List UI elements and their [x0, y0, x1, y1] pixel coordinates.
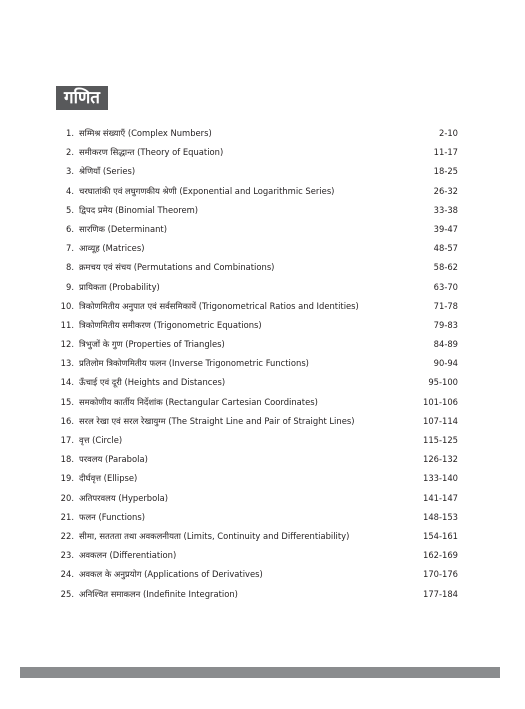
toc-row: [58, 278, 458, 297]
chapter-title: त्रिकोणमितीय समीकरण (Trigonometric Equations): [79, 319, 262, 330]
chapter-number: 24.: [60, 569, 74, 580]
chapter-title: ऊँचाई एवं दूरी (Heights and Distances): [79, 377, 226, 388]
chapter-number: 5.: [66, 204, 74, 215]
toc-row: [58, 335, 458, 354]
chapter-title: फलन (Functions): [79, 511, 145, 522]
page-range: 2-10: [438, 128, 458, 138]
page-range: 162-169: [423, 550, 458, 561]
page-range: 141-147: [423, 492, 458, 503]
toc-row: [58, 239, 458, 258]
page-range: 115-125: [423, 435, 458, 445]
chapter-number: 21.: [60, 511, 74, 522]
page-range: 95-100: [428, 377, 458, 388]
chapter-title: वृत्त (Circle): [79, 435, 123, 445]
page-range: 71-78: [433, 300, 458, 311]
page-range: 148-153: [423, 511, 458, 522]
chapter-title: दीर्घवृत्त (Ellipse): [79, 473, 138, 484]
toc-row: [58, 431, 458, 450]
page-range: 133-140: [423, 473, 458, 484]
chapter-number: 11.: [60, 319, 74, 330]
page-range: 48-57: [433, 243, 458, 254]
toc-row: [58, 354, 458, 373]
page-range: 177-184: [423, 588, 458, 599]
chapter-number: 23.: [60, 550, 74, 561]
toc-row: [58, 565, 458, 584]
toc-row: [58, 258, 458, 277]
chapter-title: आव्यूह (Matrices): [79, 243, 145, 254]
page-range: 90-94: [433, 358, 458, 369]
chapter-title: अनिश्चित समाकलन (Indefinite Integration): [79, 588, 238, 599]
chapter-number: 13.: [60, 358, 74, 369]
chapter-title: अवकलन (Differentiation): [79, 550, 177, 561]
chapter-number: 9.: [66, 281, 74, 292]
chapter-number: 10.: [60, 300, 74, 311]
chapter-title: त्रिभुजों के गुण (Properties of Triangles): [79, 339, 225, 350]
chapter-title: प्रायिकता (Probability): [79, 281, 160, 292]
page-range: 18-25: [433, 166, 458, 177]
chapter-number: 16.: [60, 415, 74, 426]
toc-row: [58, 316, 458, 335]
chapter-title: अवकल के अनुप्रयोग (Applications of Derivatives): [79, 569, 263, 580]
toc-row: [58, 546, 458, 565]
footer-bar: [20, 667, 500, 678]
toc-row: [58, 201, 458, 220]
chapter-title: चरघातांकी एवं लघुगणकीय श्रेणी (Exponential and Logarithmic Series): [79, 185, 335, 196]
chapter-number: 8.: [66, 262, 74, 273]
chapter-title: प्रतिलोम त्रिकोणमितीय फलन (Inverse Trigonometric Functions): [79, 358, 309, 369]
page-range: 84-89: [433, 339, 458, 350]
chapter-title: सारणिक (Determinant): [79, 223, 167, 234]
chapter-title: क्रमचय एवं संचय (Permutations and Combinations): [79, 262, 275, 273]
chapter-title: समीकरण सिद्धान्त (Theory of Equation): [79, 147, 224, 158]
chapter-number: 22.: [60, 530, 74, 541]
chapter-title: त्रिकोणमितीय अनुपात एवं सर्वसमिकायें (Trigonometrical Ratios and Identities): [79, 300, 359, 311]
page-range: 63-70: [433, 281, 458, 292]
chapter-number: 4.: [66, 185, 74, 196]
page-range: 33-38: [433, 204, 458, 215]
page-range: 101-106: [423, 396, 458, 407]
chapter-number: 15.: [60, 396, 74, 407]
chapter-number: 6.: [66, 223, 74, 234]
chapter-number: 14.: [60, 377, 74, 388]
toc-row: [58, 489, 458, 508]
chapter-title: श्रेणियाँ (Series): [79, 166, 136, 177]
page-range: 154-161: [423, 530, 458, 541]
chapter-title: द्विपद प्रमेय (Binomial Theorem): [79, 204, 199, 215]
toc-row: [58, 450, 458, 469]
toc-row: [58, 182, 458, 201]
toc-row: [58, 297, 458, 316]
page-range: 11-17: [433, 147, 458, 158]
toc-row: [58, 412, 458, 431]
chapter-title: सरल रेखा एवं सरल रेखायुग्म (The Straight Line and Pair of Straight Lines): [79, 415, 355, 426]
chapter-title: समकोणीय कार्तीय निर्देशांक (Rectangular Cartesian Coordinates): [79, 396, 318, 407]
chapter-number: 17.: [60, 435, 74, 445]
toc-row: [58, 393, 458, 412]
chapter-title: सीमा, सततता तथा अवकलनीयता (Limits, Continuity and Differentiability): [79, 530, 350, 541]
toc-row: [58, 162, 458, 181]
chapter-number: 18.: [60, 454, 74, 465]
chapter-number: 20.: [60, 492, 74, 503]
chapter-number: 19.: [60, 473, 74, 484]
page-range: 58-62: [433, 262, 458, 273]
toc-row: [58, 124, 458, 143]
chapter-title: सम्मिश्र संख्याएँ (Complex Numbers): [79, 128, 212, 138]
toc-row: [58, 469, 458, 488]
table-of-contents: [58, 124, 458, 604]
toc-row: [58, 143, 458, 162]
toc-row: [58, 508, 458, 527]
page-range: 126-132: [423, 454, 458, 465]
chapter-number: 12.: [60, 339, 74, 350]
page-range: 107-114: [423, 415, 458, 426]
page-range: 39-47: [433, 223, 458, 234]
section-title: गणित: [56, 86, 108, 110]
chapter-number: 3.: [66, 166, 74, 177]
chapter-title: अतिपरवलय (Hyperbola): [79, 492, 168, 503]
page-range: 26-32: [433, 185, 458, 196]
chapter-number: 2.: [66, 147, 74, 158]
toc-row: [58, 373, 458, 392]
chapter-number: 7.: [66, 243, 74, 254]
page-range: 79-83: [433, 319, 458, 330]
page-range: 170-176: [423, 569, 458, 580]
toc-row: [58, 585, 458, 604]
chapter-number: 1.: [66, 128, 74, 138]
toc-row: [58, 527, 458, 546]
toc-row: [58, 220, 458, 239]
chapter-title: परवलय (Parabola): [79, 454, 148, 465]
chapter-number: 25.: [60, 588, 74, 599]
